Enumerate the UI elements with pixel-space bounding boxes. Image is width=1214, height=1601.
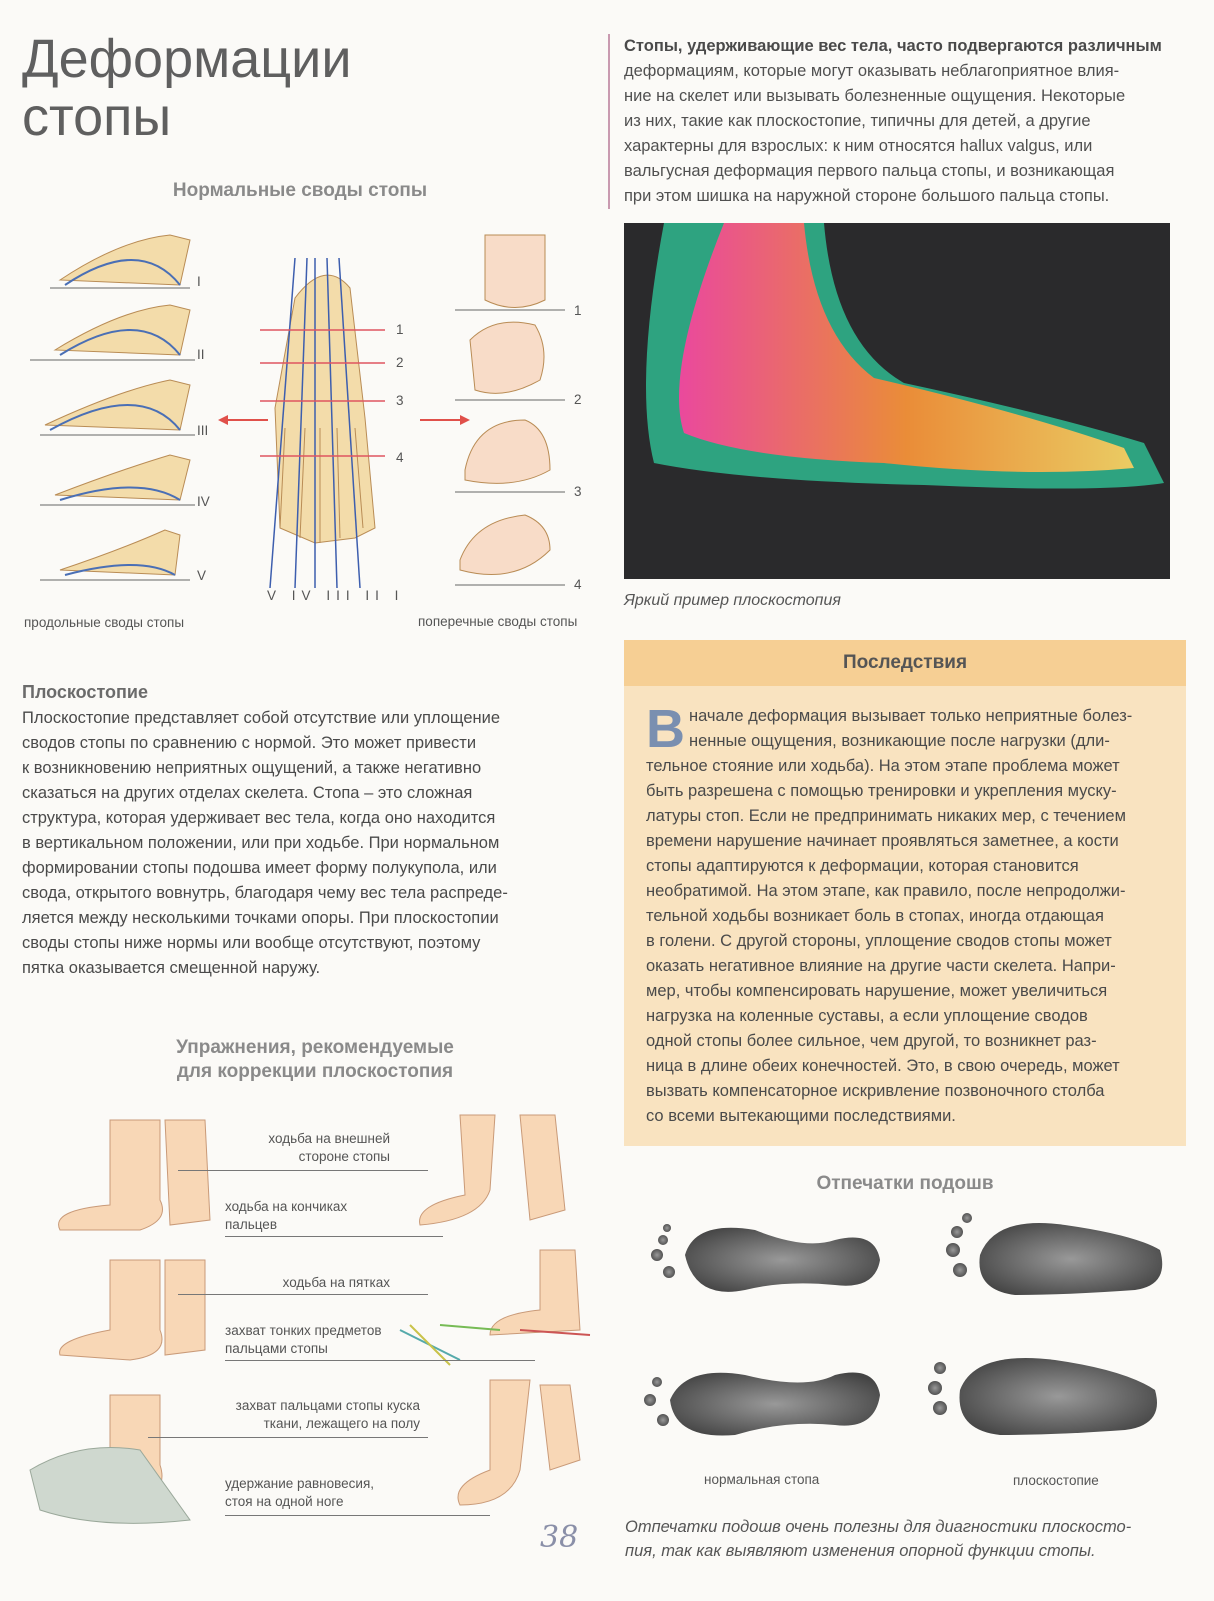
exercise-line-5: [148, 1437, 428, 1438]
caption-longitudinal: продольные своды стопы: [24, 615, 185, 630]
arch-label-2: II: [197, 347, 205, 362]
section-num-3: 3: [396, 393, 404, 408]
consequences-heading: Последствия: [842, 652, 968, 673]
exercise-label-5: захват пальцами стопы куска ткани, лежащего на полу: [235, 1398, 420, 1431]
trans-num-1: 1: [574, 303, 582, 318]
section-num-2: 2: [396, 355, 404, 370]
trans-num-2: 2: [574, 392, 582, 407]
print-label-flat: плоскостопие: [1013, 1473, 1099, 1488]
print-label-normal: нормальная стопа: [704, 1472, 820, 1487]
exercise-line-3: [178, 1294, 428, 1295]
xray-foot-shape: [624, 223, 1170, 579]
arch-label-4: IV: [197, 494, 210, 509]
arch-label-3: III: [197, 423, 209, 438]
section-num-1: 1: [396, 322, 404, 337]
exercise-line-4: [225, 1360, 535, 1361]
arch-label-5: V: [197, 568, 207, 583]
exercise-line-6: [225, 1515, 490, 1516]
consequences-paragraph: В начале деформация вызывает только неприятные болез- ненные ощущения, возникающие после нагрузки (дли- тельное стояние или ходьба). На этом этапе проблема может быть разрешена с помощью тренировки и укрепления муску- латуры стоп. Если не предпринимать никаких мер, с течением времени нарушение начинает проявляться заметнее, а кости стопы адаптируются к деформации, которая становится необратимой. На этом этапе, как правило, после непродолжи- тельной ходьбы возникает боль в стопах, иногда отдающая в голени. С другой стороны, уплощение сводов стопы может оказать негативное влияние на другие части скелета. Напри- мер, чтобы компенсировать нарушение, может увеличиться нагрузка на коленные суставы, а если уплощение сводов одной стопы более сильное, чем другой, то возникнет раз- ница в длине обеих конечностей. Это, в свою очередь, может вызвать компенсаторное искривление позвоночного столба со всеми вытекающими последствиями.: [646, 699, 1133, 1125]
exercise-line-2: [225, 1236, 443, 1237]
foot-skeleton-top-view: [255, 258, 405, 598]
prints-caption: Отпечатки подошв очень полезны для диагностики плоскосто- пия, так как выявляют изменения опорной функции стопы.: [625, 1518, 1132, 1560]
arch-label-1: I: [197, 274, 201, 289]
xray-caption: Яркий пример плоскостопия: [624, 592, 841, 609]
exercise-label-4: захват тонких предметов пальцами стопы: [225, 1323, 382, 1356]
intro-paragraph: Стопы, удерживающие вес тела, часто подвергаются различным деформациям, которые могут оказывать неблагоприятное влия- ние на скелет или вызывать болезненные ощущения. Некоторые из них, такие как плоскостопие, типичны для детей, а другие характерны для взрослых: к ним относятся hallux valgus, или вальгусная деформация первого пальца стопы, и возникающая при этом шишка на наружной стороне большого пальца стопы.: [608, 34, 1209, 209]
page-title: Деформации стопы: [22, 29, 352, 147]
prints-heading: Отпечатки подошв: [816, 1173, 994, 1194]
caption-transverse: поперечные своды стопы: [418, 614, 578, 629]
toe-axis-labels: V IV III II I: [267, 588, 405, 603]
exercises-heading: Упражнения, рекомендуемые для коррекции плоскостопия: [176, 1037, 454, 1082]
section-num-4: 4: [396, 450, 404, 465]
transverse-arches-illustration: [455, 230, 590, 600]
flatfoot-heading: Плоскостопие: [22, 682, 148, 702]
normal-arches-heading: Нормальные своды стопы: [172, 180, 428, 201]
drop-cap: В: [646, 699, 685, 759]
flatfoot-paragraph: Плоскостопие представляет собой отсутствие или уплощение сводов стопы по сравнению с нормой. Это может привести к возникновению неприятных ощущений, а также негативно сказаться на других отделах скелета. Стопа – это сложная структура, которая удерживает вес тела, когда оно находится в вертикальном положении, или при ходьбе. При нормальном формировании стопы подошва имеет форму полукупола, или свода, открытого вовнутрь, благодаря чему вес тела распреде- ляется между несколькими точками опоры. При плоскостопии своды стопы ниже нормы или вообще отсутствуют, поэтому пятка оказывается смещенной наружу.: [22, 709, 508, 977]
exercise-line-1: [178, 1170, 428, 1171]
exercise-label-3: ходьба на пятках: [282, 1275, 390, 1290]
trans-num-4: 4: [574, 577, 582, 592]
exercise-label-6: удержание равновесия, стоя на одной ноге: [225, 1476, 375, 1509]
xray-image: [624, 223, 1170, 579]
exercise-label-1: ходьба на внешней стороне стопы: [268, 1131, 390, 1164]
trans-num-3: 3: [574, 484, 582, 499]
footprints-illustration: [635, 1210, 1195, 1475]
exercise-label-2: ходьба на кончиках пальцев: [225, 1199, 348, 1232]
page-number: 38: [540, 1520, 579, 1555]
